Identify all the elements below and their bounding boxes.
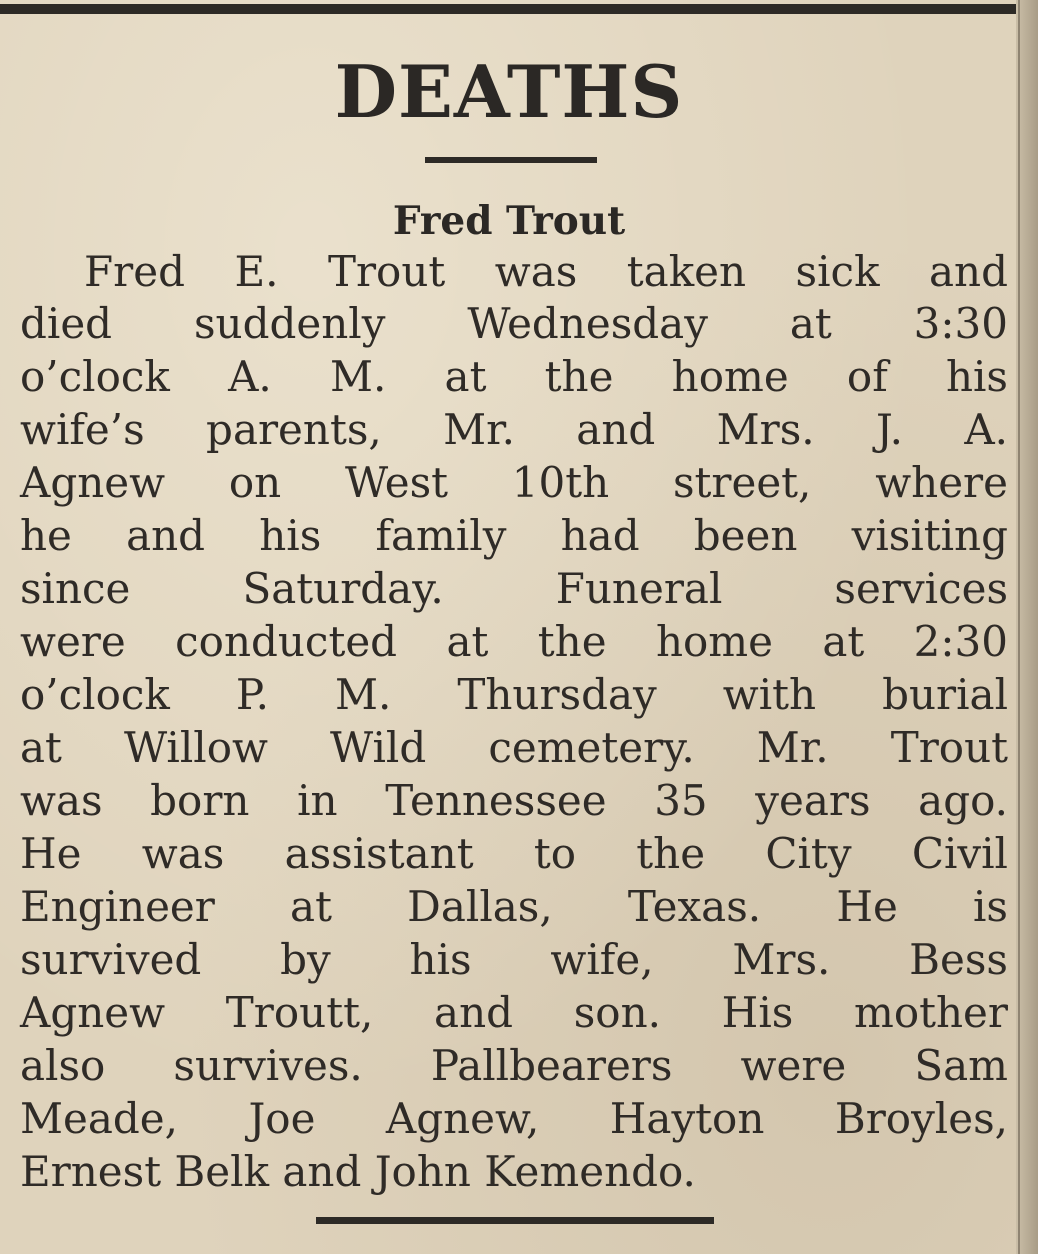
title-divider (425, 157, 597, 163)
obituary-line: wife’s parents, Mr. and Mrs. J. A. (20, 405, 1008, 454)
top-border-rule (0, 4, 1018, 14)
obituary-line: Agnew Troutt, and son. His mother (20, 988, 1008, 1037)
obituary-line: died suddenly Wednesday at 3:30 (20, 299, 1008, 348)
obituary-line: also survives. Pallbearers were Sam (20, 1041, 1008, 1090)
obituary-line: was born in Tennessee 35 years ago. (20, 776, 1008, 825)
obituary-line: He was assistant to the City Civil (20, 829, 1008, 878)
section-title: DEATHS (334, 49, 684, 134)
obituary-line: Agnew on West 10th street, where (20, 458, 1008, 507)
page-edge-line (1018, 0, 1020, 1254)
obituary-line: o’clock A. M. at the home of his (20, 352, 1008, 401)
obituary-line: he and his family had been visiting (20, 511, 1008, 560)
obituary-name: Fred Trout (392, 198, 626, 244)
obituary-line: Meade, Joe Agnew, Hayton Broyles, (20, 1094, 1008, 1143)
obituary-line: Fred E. Trout was taken sick and (84, 247, 1008, 296)
bottom-divider (316, 1217, 714, 1224)
obituary-line: o’clock P. M. Thursday with burial (20, 670, 1008, 719)
obituary-line: Engineer at Dallas, Texas. He is (20, 882, 1008, 931)
obituary-line: at Willow Wild cemetery. Mr. Trout (20, 723, 1008, 772)
obituary-line: since Saturday. Funeral services (20, 564, 1008, 613)
obituary-line: Ernest Belk and John Kemendo. (20, 1147, 696, 1196)
obituary-line: were conducted at the home at 2:30 (20, 617, 1008, 666)
obituary-line: survived by his wife, Mrs. Bess (20, 935, 1008, 984)
